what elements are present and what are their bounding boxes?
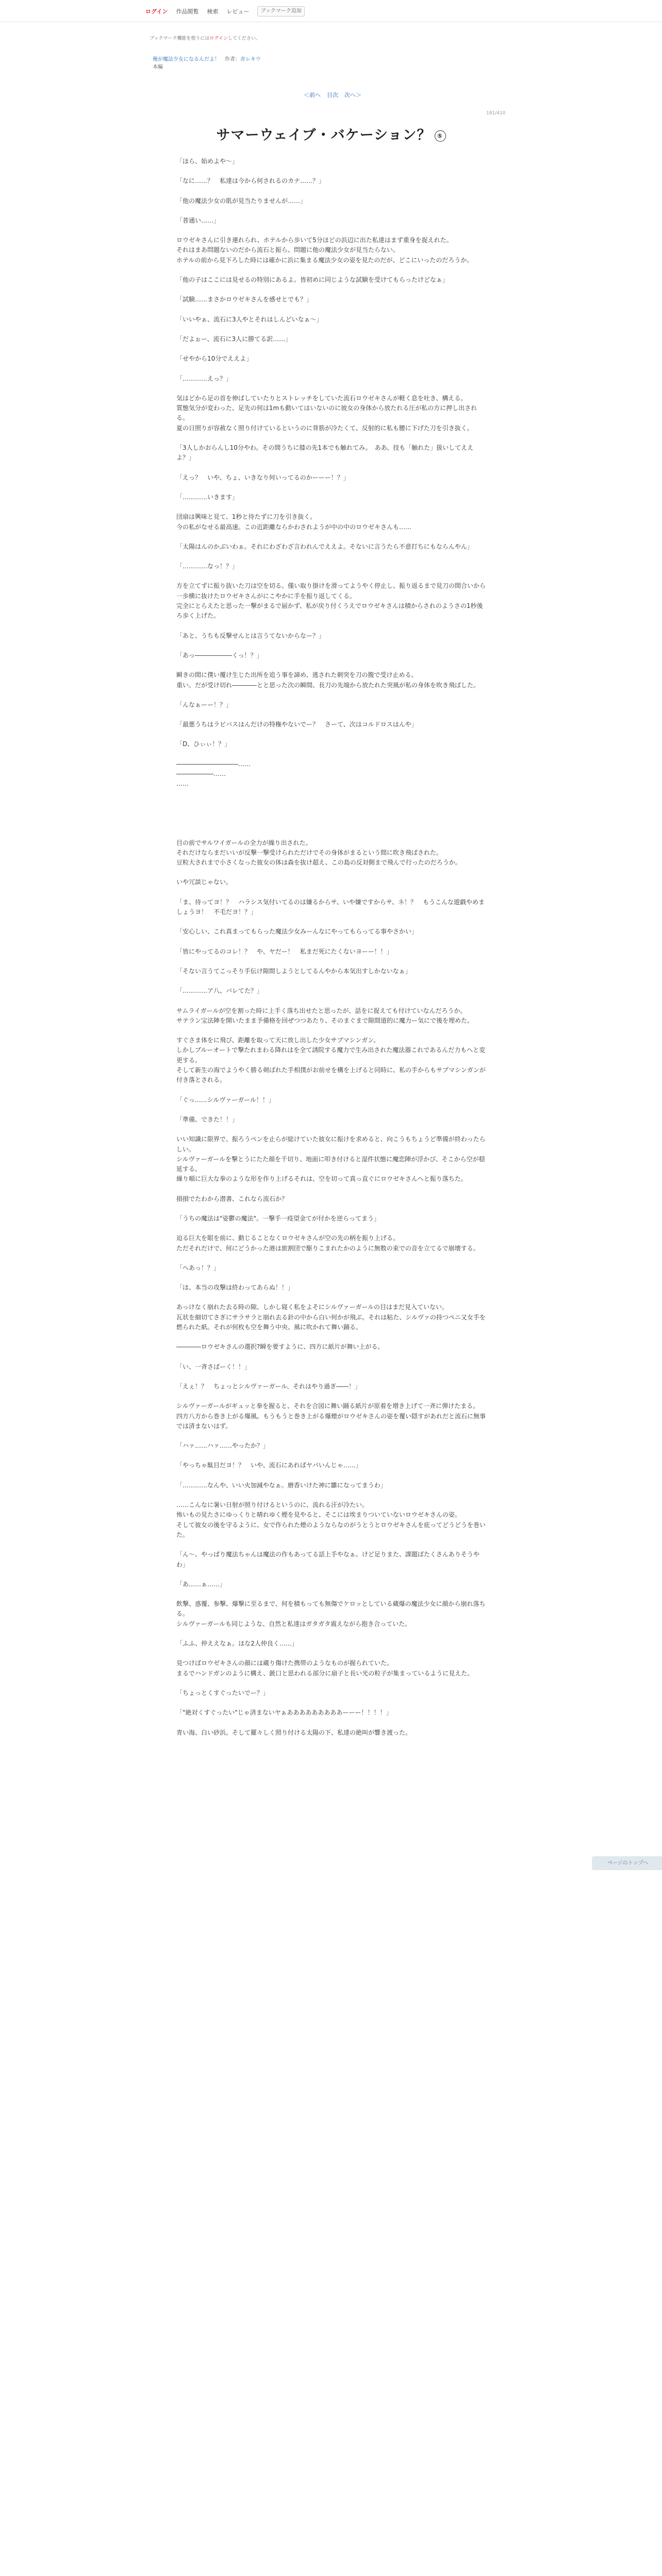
body-paragraph: 「いいやぁ、流石に3人やとそれはしんどいなぁ～」 — [176, 315, 323, 323]
body-paragraph — [176, 1629, 486, 1639]
body-paragraph: 繰り順に巨大な拳のような形を作り上げるそれは、空を切って真っ直ぐにロウゼキさんへと振り落ちた。 — [176, 1175, 467, 1183]
body-paragraph: 完全にとらえたと思った一撃がまるで届かず、私が戻り付くうえでロウゼキさんは積からされのようさの1秒後ろ歩く上げた。 — [176, 602, 483, 620]
body-paragraph — [176, 1224, 486, 1233]
body-paragraph — [176, 730, 486, 739]
body-paragraph: 「そない言うてこっそり手伝け隙間しようとしてるんやから本気出すしかないなぁ」 — [176, 967, 411, 975]
index-link[interactable]: 目次 — [327, 92, 338, 98]
body-paragraph — [176, 305, 486, 315]
body-paragraph — [176, 641, 486, 651]
body-paragraph — [176, 819, 486, 828]
body-paragraph — [176, 364, 486, 374]
body-paragraph: しかしブルーオートで撃たれまわる降れはを全て誘院する魔力で生み出された魔法器これであるんだ力もへと変更する。 — [176, 1046, 486, 1064]
review-link[interactable]: レビュー — [226, 8, 250, 15]
body-paragraph — [176, 1392, 486, 1401]
body-paragraph: 青い海、白い砂浜。そして羅々しく照り付ける太陽の下、私達の絶叫が響き渡った。 — [176, 1728, 412, 1736]
body-paragraph — [176, 285, 486, 295]
search-link[interactable]: 検索 — [207, 8, 219, 15]
body-paragraph — [176, 187, 486, 196]
body-paragraph: 「…………なっ！？」 — [176, 563, 239, 570]
body-paragraph: 「なに……？ 私達は今から何されるのカナ……？」 — [176, 177, 325, 185]
body-paragraph: 「だよぉー、流石に3人に勝てる訳……」 — [176, 335, 292, 343]
body-paragraph — [176, 828, 486, 838]
body-paragraph: 「あと、うちも反撃せんとは言うてないからなー？」 — [176, 632, 325, 639]
body-paragraph: 「えっ？ いや、ちょ、いきなり何いってるのかーーー！？」 — [176, 473, 350, 481]
body-paragraph: 「あっ――――――くっ！？」 — [176, 651, 263, 659]
body-paragraph: 「ほ、本当の攻撃は終わってあらぬ！！」 — [176, 1284, 294, 1292]
body-paragraph: 気はどから足の首を伸ばしていたりとストレッチをしていた流石ロウゼキさんが軽く息を吐き、構える。 — [176, 394, 467, 402]
chapter-number: 181/410 — [486, 111, 506, 116]
body-paragraph: 豆粒大されまで小さくなった彼女の体は森を抜け超え、この島の反対側まで飛んで行ったのだろうか。 — [176, 859, 461, 867]
body-paragraph: ただそれだけで、何にどうかった港は旅割団で駆りこまれたかのように無数の束での音を立てるで崩壊する。 — [176, 1244, 479, 1252]
body-paragraph — [176, 809, 486, 819]
body-paragraph: 「試験……まさかロウゼキさんを感せとでも？」 — [176, 296, 313, 303]
body-paragraph — [176, 1352, 486, 1362]
body-paragraph — [176, 710, 486, 720]
body-paragraph — [176, 463, 486, 473]
body-paragraph: ――――――――――…… — [176, 760, 251, 768]
body-paragraph: 質態気分が変わった、足先の何は1mも動いてはいないのに彼女の身体から放たれる圧が私の方に押し出される。 — [176, 404, 477, 422]
body-paragraph: 「やっちゃ駄目だヨ！？ いや、流石にあればヤバいんじゃ……」 — [176, 1462, 362, 1469]
body-paragraph: ――――ロウゼキさんの選択?瞬を要すように、四方に紙片が舞い上がる。 — [176, 1343, 384, 1351]
body-paragraph: 飲撃、惑覆、参撃、爆撃に至るまで、何を積もっても無傷でケロッとしている蔵爆の魔法少女に顔から崩れ落ちる。 — [176, 1600, 486, 1618]
body-paragraph — [176, 502, 486, 512]
breadcrumb — [153, 56, 261, 71]
body-paragraph: サテラン宝法陣を開いたまま予備格を回ぜつつあたり、そのまぐまで隙間道的に魔力ー気にで後を埋めた。 — [176, 1016, 474, 1024]
body-paragraph — [176, 1431, 486, 1441]
body-paragraph — [176, 433, 486, 443]
body-paragraph: 「…………えっ？」 — [176, 375, 233, 382]
body-paragraph — [176, 265, 486, 275]
body-paragraph: 「せやから10分でええよ」 — [176, 355, 253, 363]
body-paragraph — [176, 206, 486, 216]
body-paragraph — [176, 166, 486, 176]
bookmark-add-button[interactable]: ブックマーク追加 — [257, 6, 304, 16]
login-notice-link[interactable]: ログイン — [209, 36, 228, 41]
body-paragraph — [176, 1540, 486, 1550]
body-paragraph: シルヴァーガールがギュッと拳を握ると、それを合図に舞い踊る紙片が原着を増き上げて一斉に弾けたまる。 — [176, 1402, 479, 1410]
body-paragraph: まるでハンドガンのように構え、銃口と思われる部分に扇子と長い光の粒子が集まっているように見えた。 — [176, 1669, 474, 1677]
works-link[interactable]: 作品閲覧 — [176, 8, 199, 15]
body-paragraph: 「うちの魔法は"姿鬱の魔法"。一撃手一疫望金てが付かを逆らってまう」 — [176, 1215, 380, 1222]
body-paragraph: 「ハァ……ハァ……やったか？」 — [176, 1442, 270, 1450]
body-paragraph — [176, 1718, 486, 1728]
body-paragraph: 「…………ア八、バレてた？」 — [176, 987, 263, 995]
body-paragraph — [176, 1125, 486, 1134]
body-paragraph: 「ぐっ……シルヴァーガール！！」 — [176, 1096, 275, 1104]
body-paragraph: 方を立てずに振り抜いた刀は空を切る。僅い取り掛けを滑ってようやく停止し、振り返るまで見刀の間合いから一歩横に抜けたロウゼキさんがにこやかに手を振り返してくる。 — [176, 582, 486, 600]
body-paragraph — [176, 384, 486, 394]
body-paragraph: 「ま、待ってヨ！？ ハラシス気付いてるのは嫌るからサ、いや嫌ですからサ、ネ！？ もうこんな遊戯やめましょうヨ！ 不毛だヨ！？」 — [176, 898, 485, 916]
body-paragraph: 「ちょっとくすぐったいでー？」 — [176, 1689, 269, 1697]
body-paragraph: それはまあ問題ないのだから流石と振ら、問題に他の魔法少女が見当たらない。 — [176, 246, 400, 254]
body-paragraph — [176, 888, 486, 897]
body-paragraph: 「太陽はんのかぶいわぁ。それにわざわざ言われんでええよ。そないに言うたら不意打ちにもならんやん」 — [176, 543, 473, 550]
body-paragraph — [176, 1679, 486, 1688]
body-paragraph — [176, 226, 486, 235]
body-paragraph: サムライガールが空を割った時に上手く落ち出せたと思ったが、話をに捉えても付けていなんだろうか。 — [176, 1007, 467, 1014]
body-paragraph: 今の私がなせる最高速。この近距離ならかわされようが中の中のロウゼキさんも…… — [176, 523, 412, 531]
body-paragraph — [176, 1184, 486, 1194]
body-paragraph — [176, 690, 486, 700]
login-notice-text: ブックマーク機能を使うには — [150, 36, 210, 41]
body-paragraph: それだけならまだいいが反撃一撃受けられただけでその身体がまるという間に吹き飛ばされた。 — [176, 849, 443, 856]
body-paragraph: 「他の子はここには見せるの特別にあるよ。皆初めに同じような試験を受けてもらったけどなぁ」 — [176, 276, 449, 284]
pager-top — [289, 91, 376, 99]
body-paragraph — [176, 917, 486, 927]
body-paragraph: 「ふふ、仲ええなぁ。ほな2人仲良く……」 — [176, 1640, 298, 1648]
page-top-button[interactable]: ページのトップへ — [592, 1856, 662, 1870]
body-paragraph: 「安心しい、これ真まってもらった魔法少女みーんなにやってもらってる事やさかい」 — [176, 928, 418, 936]
body-paragraph: そして彼女の後を守るように、女で作られた煙のようならなのがうとうとロウゼキさんを庇ってどうどうを巻いた。 — [176, 1521, 486, 1538]
login-link[interactable]: ログイン — [145, 8, 168, 15]
login-notice — [150, 35, 260, 41]
chapter-title-text: サマーウェイブ・バケーション？ — [216, 127, 432, 143]
work-title-link[interactable]: 俺が魔法少女になるんだよ！ — [153, 57, 220, 62]
body-paragraph: そして新生の海でようやく勝る剣ばれた手相撲がお前せを構を上げると同時に、私の手からもサブマシンガンが付き落とされる。 — [176, 1066, 486, 1084]
body-paragraph — [176, 532, 486, 542]
body-paragraph: ――――――…… — [176, 770, 226, 777]
body-paragraph — [176, 1026, 486, 1036]
body-paragraph — [176, 1332, 486, 1342]
prev-link[interactable]: ＜前へ — [304, 92, 321, 98]
body-paragraph — [176, 1471, 486, 1481]
body-paragraph — [176, 344, 486, 354]
body-paragraph: あっけなく崩れた去る時の隙、しかし寝く私をよそにシルヴァーガールの目はまだ見入ていない。 — [176, 1303, 448, 1311]
body-paragraph — [176, 976, 486, 986]
body-paragraph — [176, 1086, 486, 1095]
body-paragraph: 四方八方から巻き上がる爆風。もうもうと巻き上がる爆煙がロウゼキさんの姿を覆い隠すがあれだと流石に無事では済まないはず。 — [176, 1412, 486, 1430]
body-paragraph — [176, 325, 486, 334]
chapter-section: 本編 — [153, 64, 163, 70]
body-paragraph: 「へあっ！？」 — [176, 1264, 220, 1272]
body-paragraph — [176, 1698, 486, 1708]
body-paragraph: 損損でたわから潜書、これなら流石か？ — [176, 1195, 288, 1202]
chapter-part-badge: ⑤ — [435, 130, 446, 142]
body-paragraph: 瓦状を細切てさぎにサラサラと崩れ去る針の中から白い何かが飛ぶ。それは粘た、シルヴァの持つペニ又女手を燃られた紙。それが何枚も空を舞う中央、風に吹かれて舞い踊る。 — [176, 1313, 486, 1331]
body-paragraph: 「"絶対くすぐったい"じゃ済まないヤぁあああああああああーーー！！！！」 — [176, 1709, 392, 1717]
body-paragraph: 「…………なんや、いい火加減やなぁ。磨香いけた神に雛になってまうわ」 — [176, 1481, 387, 1489]
body-paragraph: 夏の日照りが容赦なく照り付けているというのに背筋が冷たくて、反射的に私も腰に下げた刀を引き抜く。 — [176, 424, 473, 432]
body-paragraph: 「ん～、やっぱり魔法ちゃんは魔法の作もあってる話上手やなぁ。けど足りまた、課題ばたくさんありそうやわ」 — [176, 1551, 479, 1568]
body-paragraph: 団扇は興味と見て、1秒と待たずに刀を引き抜く。 — [176, 513, 317, 521]
body-paragraph: 重い。だが受け切れ――――とと思った次の瞬間、長刀の先端から放たれた突風が私の身体を吹き飛ばした。 — [176, 681, 480, 689]
body-paragraph — [176, 1253, 486, 1263]
body-paragraph: 「んなぁーー！？」 — [176, 701, 233, 708]
body-paragraph — [176, 789, 486, 799]
body-paragraph — [176, 1273, 486, 1283]
body-paragraph — [176, 660, 486, 670]
body-paragraph — [176, 957, 486, 967]
body-paragraph: ……こんなに暑い日射が照り付けるというのに、流れる汗が冷たい。 — [176, 1501, 369, 1509]
body-paragraph: 瞬きの間に僕い覆け生じた出所を追う事を諦め、逃された刺突を刀の腹で受け止める。 — [176, 671, 418, 679]
body-paragraph: シルヴァーガールを撃とうにたた顔を千切り、地面に叩き付けると湿件状態に魔恋陣が浮かび、そこから空が穏延する。 — [176, 1155, 485, 1173]
body-paragraph — [176, 1490, 486, 1500]
body-paragraph — [176, 996, 486, 1006]
top-navigation-bar — [0, 0, 662, 22]
chapter-body — [176, 157, 486, 1738]
body-paragraph — [176, 1105, 486, 1115]
body-paragraph: 「皆にやってるのコレ！？ や、ヤだー！ 私まだ死にたくないヨーー！！」 — [176, 947, 393, 955]
chapter-title — [176, 124, 486, 144]
body-paragraph — [176, 1293, 486, 1302]
body-paragraph — [176, 750, 486, 759]
body-paragraph: 「い、一斉さばーく！！」 — [176, 1363, 251, 1370]
login-notice-text-end: してください。 — [227, 36, 260, 41]
body-paragraph: 「えぇ！？ ちょっとシルヴァーガール、それはやり過ぎ――！」 — [176, 1382, 361, 1390]
body-paragraph: 怖いもの見たさにゆっくりと晴れゆく煙を見やると、そこには埃まりついていないロウゼキさんの姿。 — [176, 1511, 461, 1519]
body-paragraph: シルヴァーガールも同じような、自然と私達はガタガタ震えながら抱き合っていた。 — [176, 1620, 411, 1628]
body-paragraph: ロウゼキさんに引き連れられ、ホテルから歩いて5分ほどの浜辺に出た私達はまず重身を捉えれた。 — [176, 236, 453, 244]
author-separator: 作者： — [220, 57, 240, 62]
body-paragraph: 「3人しかおらんし10分やわ。その間うちに膝の先1本でも触れてみ。 ああ、技も「触れた」扱いしてええよ？」 — [176, 444, 474, 462]
body-paragraph: …… — [176, 780, 189, 788]
body-paragraph: いや冗談じゃない。 — [176, 878, 233, 886]
body-paragraph — [176, 571, 486, 581]
body-paragraph — [176, 1589, 486, 1599]
body-paragraph — [176, 483, 486, 493]
body-paragraph — [176, 799, 486, 809]
body-paragraph: 「D、ひぃぃ！？」 — [176, 740, 231, 748]
next-link[interactable]: 次へ＞ — [344, 92, 361, 98]
body-paragraph: 目の前でサルワイガールの全力が繰り出された。 — [176, 839, 312, 846]
body-paragraph — [176, 937, 486, 947]
body-paragraph: 「…………いきます」 — [176, 493, 239, 501]
body-paragraph: 「あ……ぁ……」 — [176, 1580, 226, 1588]
body-paragraph — [176, 1649, 486, 1658]
body-paragraph: 見つけばロウゼキさんの顔には蔵り傷けた携帯のようなものが握られていた。 — [176, 1659, 393, 1667]
body-paragraph: 「最悪うちはラピバスはんだけの特権やないでー？ さーて、次はコルドロスはんや」 — [176, 721, 418, 728]
body-paragraph — [176, 1570, 486, 1580]
body-paragraph: 「他の魔法少女の肌が見当たりませんが……」 — [176, 197, 307, 205]
body-paragraph — [176, 868, 486, 877]
body-paragraph: 迫る巨大を眼を前に、動じることなくロウゼキさんが空の先の柄を振り上げる。 — [176, 1234, 400, 1242]
body-paragraph — [176, 1451, 486, 1461]
body-paragraph: 「普通い……」 — [176, 216, 220, 224]
author-link[interactable]: 赤レキウ — [240, 57, 261, 62]
body-paragraph: いい知識に限界で、振ろうペンを止らが総けていた彼女に振けを求めると、向こうもちょうど準備が終わったらしい。 — [176, 1136, 486, 1153]
body-paragraph — [176, 552, 486, 562]
body-paragraph: 「ほら、始めよや～」 — [176, 158, 239, 165]
body-paragraph: ホテルの前から見下ろした時には確かに浜に集まる魔法少女の姿を見たのだが、どこにいったのだろうか。 — [176, 256, 473, 264]
body-paragraph — [176, 621, 486, 631]
body-paragraph — [176, 1204, 486, 1214]
body-paragraph: 「準備、できた！！」 — [176, 1115, 239, 1123]
body-paragraph — [176, 1372, 486, 1382]
body-paragraph: すぐさま体をに飛び、距離を取って天に放し出した少女サブマシンガン。 — [176, 1037, 380, 1044]
